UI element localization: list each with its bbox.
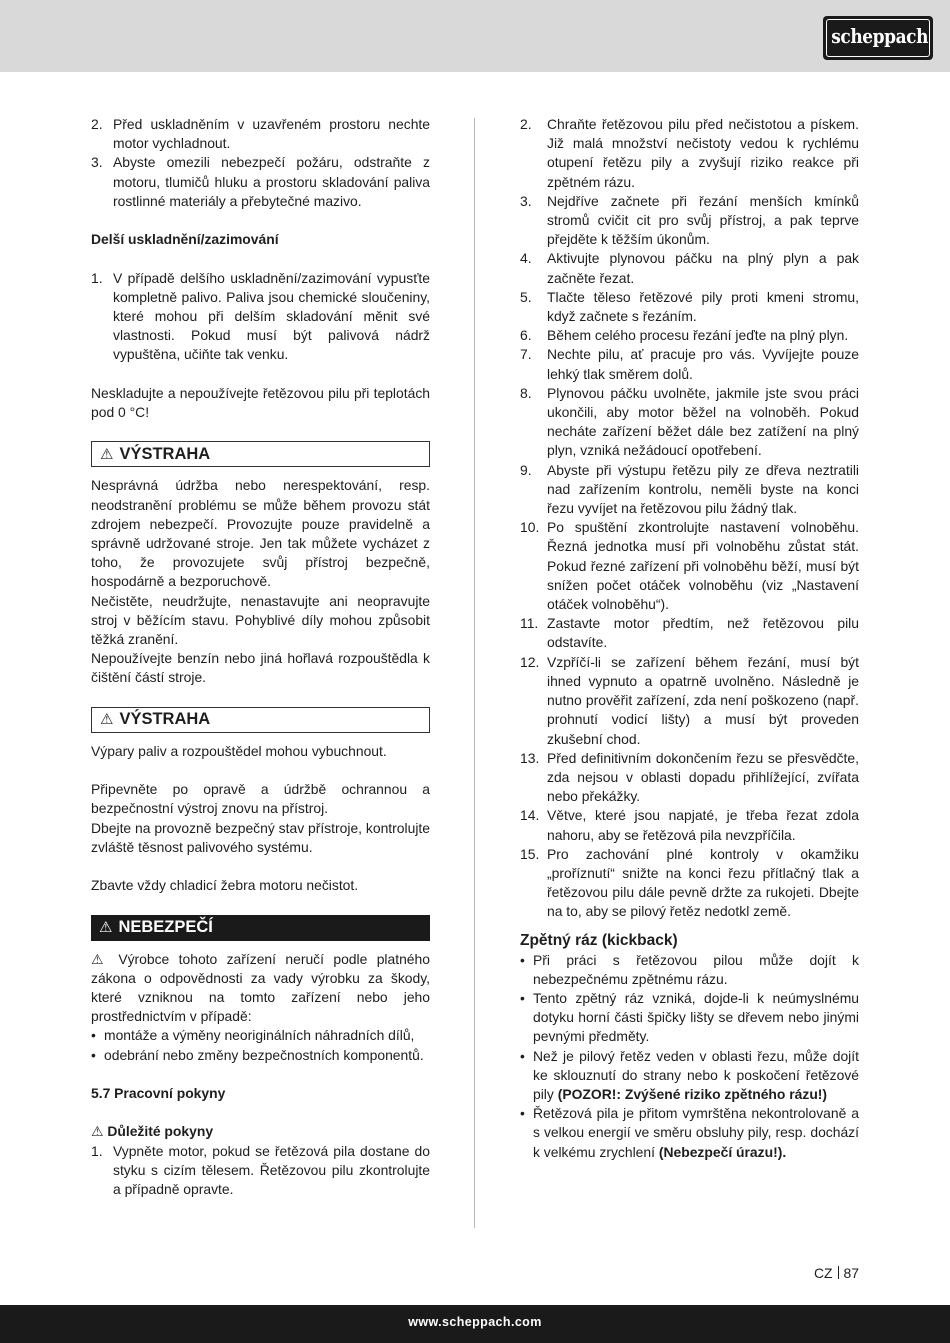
list-text: Abyste při výstupu řetězu pily ze dřeva neztratili nad zařízením kontrolu, neměli byste na konci řezu vyvíjet na řetězovou pilu žádný tlak.	[547, 461, 859, 517]
bullet-text-normal: Než je pilový řetěz veden v oblasti řezu, může dojít ke sklouznutí do strany nebo k poskočení řetězové pily	[533, 1047, 859, 1102]
list-item	[520, 249, 859, 287]
page-number	[780, 1265, 859, 1281]
list-number: 6.	[520, 327, 532, 344]
website-url: www.scheppach.com	[408, 1315, 542, 1329]
list-number: 13.	[520, 749, 540, 766]
list-item	[520, 345, 859, 383]
danger-intro	[91, 950, 430, 1027]
header-band	[0, 0, 950, 72]
section-heading: 5.7 Pracovní pokyny	[91, 1085, 226, 1101]
warning-title: VÝSTRAHA	[119, 444, 211, 463]
list-item	[520, 518, 859, 614]
bullet-text	[533, 1047, 859, 1105]
logo-text: scheppach	[831, 24, 929, 48]
list-number: 1.	[91, 269, 103, 286]
bullet-item	[91, 1046, 430, 1065]
storage-heading: Delší uskladnění/zazimování	[91, 231, 279, 248]
bullet-item	[520, 1047, 859, 1105]
list-item	[520, 288, 859, 326]
bullet-text: Při práci s řetězovou pilou může dojít k nebezpečnému zpětnému rázu.	[533, 951, 859, 987]
list-text: Plynovou páčku uvolněte, jakmile jste svou práci ukončili, aby motor běžel na volnoběh. Pokud necháte zařízení běžet dále bez zatížení na plný plyn, vzniká nežádoucí opotřebení.	[547, 384, 859, 459]
bullet-item	[91, 1026, 430, 1045]
list-item	[520, 384, 859, 461]
list-number: 3.	[520, 192, 532, 209]
warning-box	[91, 707, 430, 733]
warning-box	[91, 441, 430, 467]
list-item	[91, 269, 430, 365]
list-number: 7.	[520, 346, 532, 363]
list-text: Vypněte motor, pokud se řetězová pila dostane do styku s cizím tělesem. Řetězovou pilu zkontrolujte a případně opravte.	[113, 1142, 430, 1197]
list-number: 5.	[520, 288, 532, 305]
bullet-icon: •	[91, 1027, 96, 1044]
bullet-icon: •	[91, 1046, 96, 1063]
kickback-heading: Zpětný ráz (kickback)	[520, 931, 678, 949]
bullet-text	[533, 1104, 859, 1162]
important-heading	[91, 1122, 430, 1141]
list-text: Aktivujte plynovou páčku na plný plyn a pak začněte řezat.	[547, 250, 859, 286]
bullet-text: Tento zpětný ráz vzniká, dojde-li k neúmyslnému dotyku horní části špičky lišty se dřevem nebo jinými pevnými předměty.	[533, 989, 859, 1045]
list-item	[520, 653, 859, 749]
list-item	[91, 153, 430, 211]
bullet-text-normal: Řetězová pila je přitom vymrštěna nekontrolovaně a s velkou energií ve směru obsluhy pily, resp. dochází k velkému zrychlení	[533, 1105, 859, 1160]
list-number: 9.	[520, 461, 532, 478]
warning-triangle-icon: ⚠	[100, 711, 114, 729]
list-text: Během celého procesu řezání jeďte na plný plyn.	[547, 327, 849, 344]
list-number: 11.	[520, 615, 539, 632]
warning-title: VÝSTRAHA	[119, 710, 211, 729]
warning-triangle-icon: ⚠	[91, 1123, 104, 1140]
bullet-text-bold: (POZOR!: Zvýšené riziko zpětného rázu!)	[557, 1085, 828, 1102]
list-item	[91, 1142, 430, 1200]
bullet-item	[520, 1104, 859, 1162]
danger-box	[91, 915, 430, 941]
list-text: Chraňte řetězovou pilu před nečistotou a pískem. Již malá množství nečistoty vedou k rychlému otupení řetězu pily a zvyšují riziko reakce při zpětném rázu.	[547, 116, 859, 190]
list-number: 14.	[520, 807, 540, 824]
bullet-text: montáže a výměny neoriginálních náhradních dílů,	[104, 1027, 415, 1044]
list-item	[520, 192, 859, 250]
scheppach-logo	[823, 16, 933, 60]
list-number: 4.	[520, 250, 532, 267]
important-heading-text: Důležité pokyny	[107, 1123, 214, 1140]
list-text: Zastavte motor předtím, než řetězovou pilu odstavíte.	[547, 615, 859, 651]
list-text: Nechte pilu, ať pracuje pro vás. Vyvíjejte pouze lehký tlak směrem dolů.	[547, 346, 859, 382]
warning-triangle-icon: ⚠	[91, 950, 109, 967]
right-column	[520, 115, 859, 1162]
list-item	[91, 115, 430, 153]
list-number: 8.	[520, 384, 532, 401]
warning-paragraph: Nepoužívejte benzín nebo jiná hořlavá rozpouštědla k čištění částí stroje.	[91, 650, 430, 686]
list-item	[520, 614, 859, 652]
danger-triangle-icon: ⚠	[99, 918, 113, 936]
list-number: 3.	[91, 154, 103, 171]
list-text: Vzpříčí-li se zařízení během řezání, musí být ihned vypnuto a opatrně uvolněno. Následně je nutno prověřit zařízení, zda není poškozeno (např. prohnutí vodicí lišty) a musí být proveden zkušební chod.	[547, 653, 859, 747]
warning-triangle-icon: ⚠	[100, 445, 114, 463]
list-text: Tlačte těleso řetězové pily proti kmeni stromu, když začnete s řezáním.	[547, 288, 859, 325]
list-text: Před uskladněním v uzavřeném prostoru nechte motor vychladnout.	[113, 116, 430, 152]
list-number: 2.	[520, 116, 532, 132]
bullet-item	[520, 989, 859, 1047]
list-text: Větve, které jsou napjaté, je třeba řezat zdola nahoru, aby se řetězová pila nevzpříčila.	[547, 807, 859, 843]
warning-paragraph: Nečistěte, neudržujte, nenastavujte ani neopravujte stroj v běžícím stavu. Pohyblivé díly mohou způsobit těžká zranění.	[91, 592, 430, 648]
warning-paragraph: Nesprávná údržba nebo nerespektování, resp. neodstranění problému se může během provozu stát zdrojem nebezpečí. Provozujte pouze pravidelně a správně udržované stroje. Jen tak můžete vycházet z toho, že provozujete svůj přístroj bezpečně, hospodárně a bezporuchově.	[91, 477, 430, 590]
list-number: 12.	[520, 653, 540, 670]
list-text: Abyste omezili nebezpečí požáru, odstraňte z motoru, tlumičů hluku a prostoru skladování paliva rostlinné materiály a přebytečné mazivo.	[113, 154, 430, 209]
bullet-item	[520, 951, 859, 989]
warning-paragraph: Zbavte vždy chladicí žebra motoru nečistot.	[91, 877, 359, 894]
list-text: Před definitivním dokončením řezu se přesvědčte, zda nejsou v oblasti dopadu přihlížející, zvířata nebo překážky.	[547, 749, 859, 805]
list-number: 2.	[91, 116, 103, 132]
list-item	[520, 461, 859, 519]
danger-intro-text: Výrobce tohoto zařízení neručí podle platného zákona o odpovědnosti za vady výrobku za škody, které vzniknou na tomto zařízení nebo jeho prostřednictvím v případě:	[91, 950, 430, 1025]
bullet-text: odebrání nebo změny bezpečnostních komponentů.	[104, 1046, 424, 1063]
footer-band	[0, 1305, 950, 1343]
list-item	[520, 749, 859, 807]
warning-paragraph: Dbejte na provozně bezpečný stav přístroje, kontrolujte zvláště těsnost palivového systému.	[91, 819, 430, 855]
bullet-icon: •	[520, 951, 525, 968]
list-number: 15.	[520, 845, 540, 862]
page-number-value: 87	[843, 1265, 859, 1281]
list-item	[520, 845, 859, 922]
list-item	[520, 806, 859, 844]
warning-paragraph: Připevněte po opravě a údržbě ochrannou a bezpečnostní výstroj znovu na přístroj.	[91, 781, 430, 817]
list-text: Po spuštění zkontrolujte nastavení volnoběhu. Řezná jednotka musí při volnoběhu zůstat stát. Pokud řezné zařízení při volnoběhu běží, musí být snížen počet otáček volnoběhu (viz „Nastavení otáček volnoběhu“).	[547, 519, 859, 613]
list-item	[520, 326, 859, 345]
list-text: V případě delšího uskladnění/zazimování vypusťte kompletně palivo. Paliva jsou chemické sloučeniny, které mohou při delším skladování měnit své vlastnosti. Pokud musí být palivová nádrž vypuštěna, učiňte tak venku.	[113, 269, 430, 363]
storage-note: Neskladujte a nepoužívejte řetězovou pilu při teplotách pod 0 °C!	[91, 384, 430, 420]
list-item	[520, 115, 859, 192]
left-column	[91, 115, 430, 1199]
bullet-text-bold: (Nebezpečí úrazu!).	[658, 1143, 787, 1160]
warning-paragraph: Výpary paliv a rozpouštědel mohou vybuchnout.	[91, 742, 387, 759]
list-text: Nejdříve začnete při řezání menších kmínků stromů cvičit cit pro svůj přístroj, a pak teprve přejděte k těžším úkonům.	[547, 192, 859, 248]
list-number: 1.	[91, 1142, 103, 1159]
bullet-icon: •	[520, 1105, 525, 1122]
page-separator	[838, 1266, 839, 1279]
column-divider	[474, 118, 475, 1228]
bullet-icon: •	[520, 989, 525, 1006]
list-text: Pro zachování plné kontroly v okamžiku „proříznutí“ snižte na konci řezu přítlačný tlak a řetězovou pilu dále pevně držte za rukojeti. Dbejte na to, aby se pilový řetěz nedotkl země.	[547, 845, 859, 920]
language-code: CZ	[814, 1265, 833, 1281]
list-number: 10.	[520, 519, 540, 536]
danger-title: NEBEZPEČÍ	[118, 917, 213, 936]
bullet-icon: •	[520, 1047, 525, 1064]
